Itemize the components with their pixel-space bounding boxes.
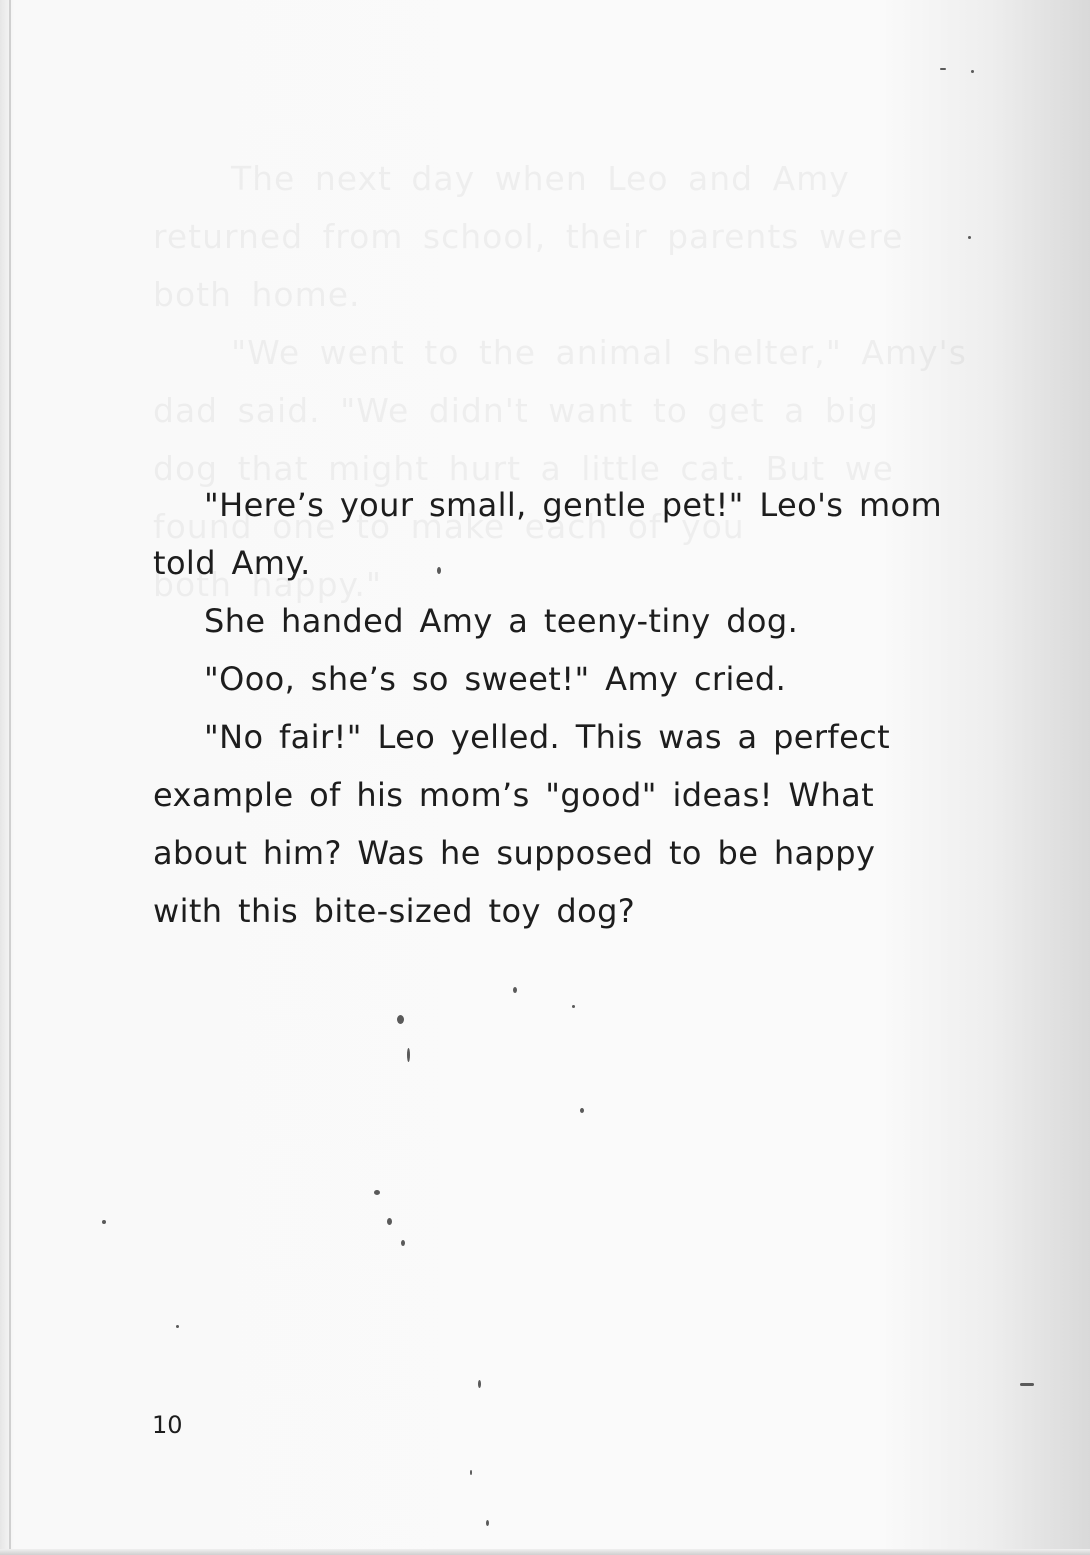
dust-speck: [397, 1015, 404, 1024]
dust-speck: [971, 70, 974, 73]
dust-speck: [478, 1380, 481, 1388]
dust-speck: [374, 1190, 380, 1195]
dust-speck: [1020, 1383, 1034, 1386]
paragraph-3: "Ooo, she’s so sweet!" Amy cried.: [204, 660, 787, 698]
dust-speck: [580, 1108, 584, 1113]
dust-speck: [968, 236, 971, 239]
dust-speck: [513, 987, 517, 993]
dust-speck: [102, 1220, 106, 1224]
dust-speck: [407, 1048, 410, 1062]
page-bottom-edge: [0, 1549, 1090, 1555]
dust-speck: [572, 1005, 575, 1008]
story-text: [153, 476, 943, 940]
dust-speck: [940, 68, 946, 70]
dust-speck: [401, 1240, 405, 1246]
paragraph-1: "Here’s your small, gentle pet!" Leo's mom told Amy.: [153, 486, 943, 582]
page-spine-edge: [9, 0, 11, 1555]
dust-speck: [176, 1325, 179, 1328]
paragraph-2: She handed Amy a teeny-tiny dog.: [204, 602, 799, 640]
page-number: 10: [152, 1411, 183, 1439]
dust-speck: [486, 1520, 489, 1526]
dust-speck: [470, 1470, 472, 1475]
paragraph-4: "No fair!" Leo yelled. This was a perfect example of his mom’s "good" ideas! What about him? Was he supposed to be happy with this bite-sized toy dog?: [153, 718, 891, 930]
dust-speck: [387, 1218, 392, 1225]
dust-speck: [437, 567, 441, 574]
